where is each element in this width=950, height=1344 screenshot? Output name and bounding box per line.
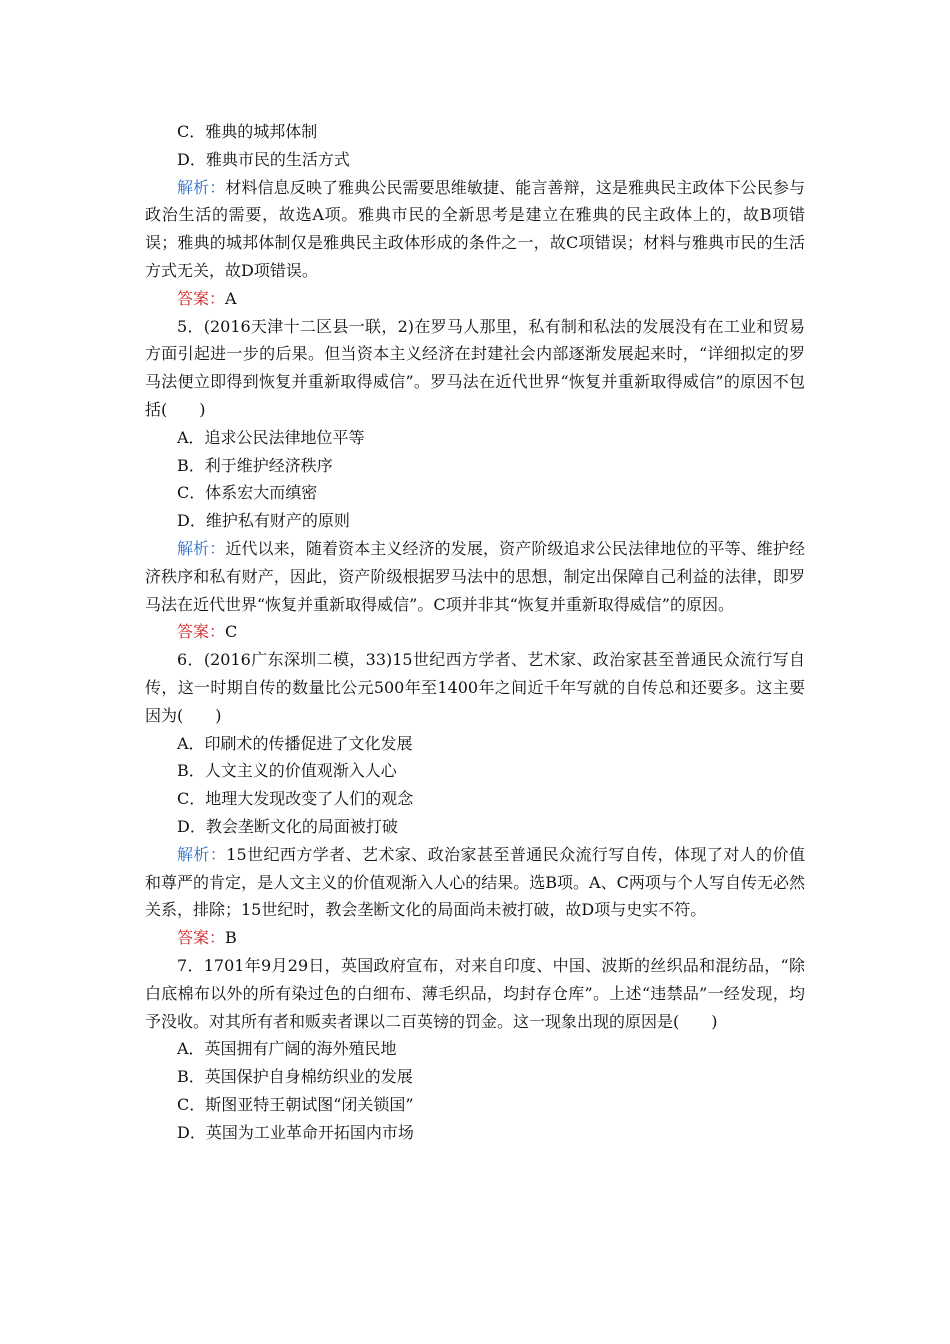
q5-answer-label: 答案：	[177, 622, 226, 642]
q7-option-c: C．斯图亚特王朝试图“闭关锁国”	[177, 1094, 414, 1114]
q6-option-c: C．地理大发现改变了人们的观念	[177, 789, 414, 809]
q4-analysis-text: 材料信息反映了雅典公民需要思维敏捷、能言善辩，这是雅典民主政体下公民参与政治生活的需要，故选A项。雅典市民的全新思考是建立在雅典的民主政体上的，故B项错误；雅典的城邦体制仅是雅典民主政体形成的条件之一，故C项错误；材料与雅典市民的生活方式无关，故D项错误。	[145, 177, 805, 280]
q4-analysis-label: 解析：	[177, 177, 226, 197]
q5-analysis	[145, 535, 805, 618]
q6-stem: 6．(2016广东深圳二模，33)15世纪西方学者、艺术家、政治家甚至普通民众流行写自传，这一时期自传的数量比公元500年至1400年之间近千年写就的自传总和还要多。这主要因为( )	[145, 650, 805, 725]
q5-option-d: D．维护私有财产的原则	[177, 511, 350, 531]
q4-answer-label: 答案：	[177, 288, 226, 308]
q5-option-a: A．追求公民法律地位平等	[177, 427, 365, 447]
q6-analysis-text: 15世纪西方学者、艺术家、政治家甚至普通民众流行写自传，体现了对人的价值和尊严的肯定，是人文主义的价值观渐入人心的结果。选B项。A、C两项与个人写自传无必然关系，排除；15世纪时，教会垄断文化的局面尚未被打破，故D项与史实不符。	[145, 844, 805, 920]
q7-option-b: B．英国保护自身棉纺织业的发展	[177, 1067, 413, 1087]
q6-option-a: A．印刷术的传播促进了文化发展	[177, 733, 413, 753]
q5-option-b: B．利于维护经济秩序	[177, 455, 333, 475]
q7-option-a: A．英国拥有广阔的海外殖民地	[177, 1039, 397, 1059]
q5-analysis-label: 解析：	[177, 538, 226, 558]
q5-analysis-text: 近代以来，随着资本主义经济的发展，资产阶级追求公民法律地位的平等、维护经济秩序和私有财产，因此，资产阶级根据罗马法中的思想，制定出保障自己利益的法律，即罗马法在近代世界“恢复并重新取得威信”。C项并非其“恢复并重新取得威信”的原因。	[145, 538, 805, 614]
q6-option-b: B．人文主义的价值观渐入人心	[177, 761, 397, 781]
q6-answer-value: B	[225, 928, 237, 948]
q4-option-d: D．雅典市民的生活方式	[177, 149, 350, 169]
q5-answer-value: C	[225, 622, 238, 642]
q5-answer	[145, 618, 805, 646]
q5-option-c: C．体系宏大而缜密	[177, 483, 318, 503]
q5-stem: 5．(2016天津十二区县一联，2)在罗马人那里，私有制和私法的发展没有在工业和贸易方面引起进一步的后果。但当资本主义经济在封建社会内部逐渐发展起来时，“详细拟定的罗马法便立即得到恢复并重新取得威信”。罗马法在近代世界“恢复并重新取得威信”的原因不包括( )	[145, 316, 805, 419]
q4-analysis	[145, 174, 805, 285]
q4-answer	[145, 285, 805, 313]
q6-analysis-label: 解析：	[177, 844, 227, 864]
q6-option-d: D．教会垄断文化的局面被打破	[177, 816, 398, 836]
q6-answer	[145, 924, 805, 952]
q7-stem: 7．1701年9月29日，英国政府宣布，对来自印度、中国、波斯的丝织品和混纺品，“除白底棉布以外的所有染过色的白细布、薄毛织品，均封存仓库”。上述“违禁品”一经发现，均予没收。对其所有者和贩卖者课以二百英镑的罚金。这一现象出现的原因是( )	[145, 955, 805, 1031]
q4-option-c: C．雅典的城邦体制	[177, 122, 318, 141]
q7-option-d: D．英国为工业革命开拓国内市场	[177, 1122, 414, 1142]
document-body	[145, 118, 805, 1146]
q4-answer-value: A	[225, 288, 237, 308]
q6-analysis	[145, 841, 805, 924]
q6-answer-label: 答案：	[177, 928, 226, 948]
